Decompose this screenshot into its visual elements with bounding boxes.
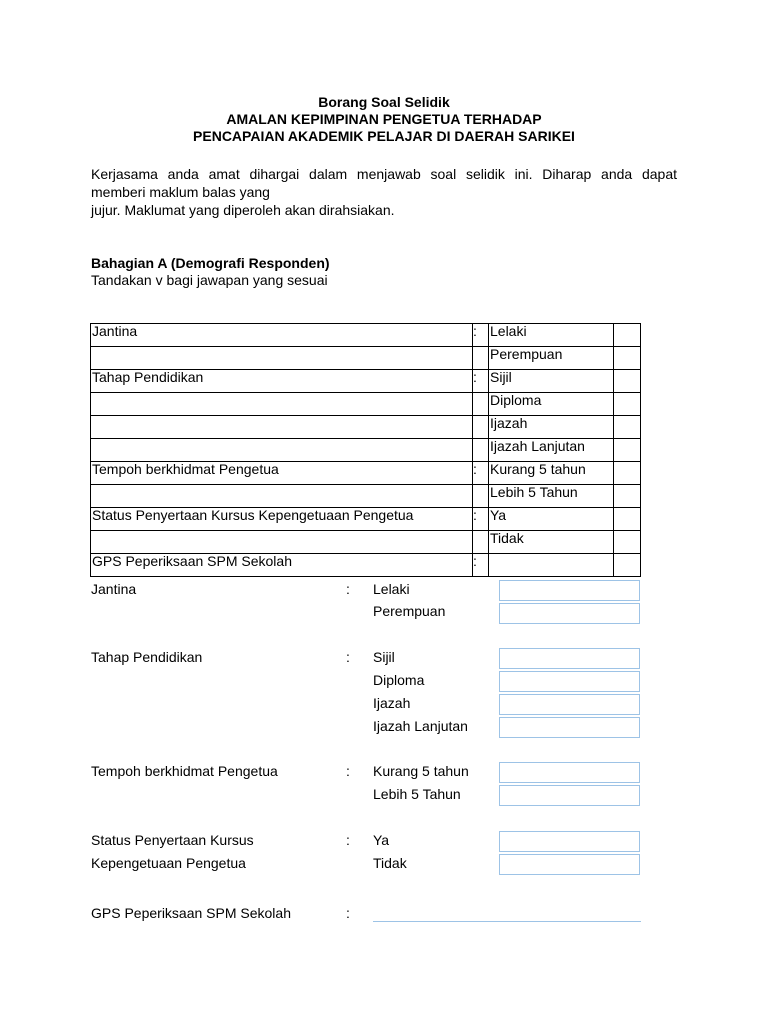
row-option: Lelaki — [489, 324, 614, 347]
tick-cell[interactable] — [614, 393, 641, 416]
checkbox-perempuan[interactable] — [499, 603, 640, 624]
tick-cell[interactable] — [614, 485, 641, 508]
table-row — [91, 554, 641, 577]
intro-text-line1: Kerjasama anda amat dihargai dalam menjawab soal selidik ini. Diharap anda dapat — [91, 166, 677, 182]
tick-cell[interactable] — [614, 370, 641, 393]
row-label: Status Penyertaan Kursus Kepengetuaan Pengetua — [91, 508, 473, 531]
row-colon — [473, 416, 489, 439]
form-subtitle-line1: AMALAN KEPIMPINAN PENGETUA TERHADAP — [226, 111, 542, 127]
row-option — [489, 554, 614, 577]
row-colon — [473, 347, 489, 370]
table-row — [91, 508, 641, 531]
checkbox-ijazah[interactable] — [499, 694, 640, 715]
table-row — [91, 370, 641, 393]
option-ijazah-lanjutan: Ijazah Lanjutan — [373, 718, 468, 734]
row-colon: : — [473, 508, 489, 531]
table-row — [91, 439, 641, 462]
table-row — [91, 485, 641, 508]
colon: : — [346, 649, 350, 665]
option-ya: Ya — [373, 832, 390, 848]
status-kursus-label-line1: Status Penyertaan Kursus — [91, 832, 254, 848]
row-option: Sijil — [489, 370, 614, 393]
row-label: GPS Peperiksaan SPM Sekolah — [91, 554, 473, 577]
tempoh-label: Tempoh berkhidmat Pengetua — [91, 763, 278, 779]
row-label — [91, 485, 473, 508]
checkbox-ijazah-lanjutan[interactable] — [499, 717, 640, 738]
row-label: Tahap Pendidikan — [91, 370, 473, 393]
checkbox-lelaki[interactable] — [499, 580, 640, 601]
row-label — [91, 531, 473, 554]
checkbox-kurang-5-tahun[interactable] — [499, 762, 640, 783]
row-option: Ya — [489, 508, 614, 531]
row-label — [91, 347, 473, 370]
option-lebih-5-tahun: Lebih 5 Tahun — [373, 786, 461, 802]
colon: : — [346, 581, 350, 597]
row-option: Kurang 5 tahun — [489, 462, 614, 485]
option-perempuan: Perempuan — [373, 603, 446, 619]
option-lelaki: Lelaki — [373, 581, 410, 597]
tick-cell[interactable] — [614, 554, 641, 577]
row-option: Ijazah — [489, 416, 614, 439]
row-option: Lebih 5 Tahun — [489, 485, 614, 508]
jantina-label: Jantina — [91, 581, 137, 597]
checkbox-tidak[interactable] — [499, 854, 640, 875]
table-row — [91, 462, 641, 485]
row-colon — [473, 393, 489, 416]
gps-label: GPS Peperiksaan SPM Sekolah — [91, 905, 291, 921]
checkbox-sijil[interactable] — [499, 648, 640, 669]
gps-input-line[interactable] — [373, 921, 641, 922]
row-label: Jantina — [91, 324, 473, 347]
row-label: Tempoh berkhidmat Pengetua — [91, 462, 473, 485]
row-option: Perempuan — [489, 347, 614, 370]
tick-cell[interactable] — [614, 416, 641, 439]
intro-text-line3: jujur. Maklumat yang diperoleh akan dirahsiakan. — [91, 202, 395, 218]
option-sijil: Sijil — [373, 649, 395, 665]
row-option: Tidak — [489, 531, 614, 554]
checkbox-ya[interactable] — [499, 831, 640, 852]
tick-cell[interactable] — [614, 324, 641, 347]
row-colon — [473, 531, 489, 554]
row-label — [91, 393, 473, 416]
tick-cell[interactable] — [614, 439, 641, 462]
checkbox-diploma[interactable] — [499, 671, 640, 692]
table-row — [91, 324, 641, 347]
table-row — [91, 347, 641, 370]
row-option: Ijazah Lanjutan — [489, 439, 614, 462]
row-option: Diploma — [489, 393, 614, 416]
row-colon — [473, 485, 489, 508]
colon: : — [346, 905, 350, 921]
row-label — [91, 439, 473, 462]
form-subtitle-line2: PENCAPAIAN AKADEMIK PELAJAR DI DAERAH SARIKEI — [193, 128, 575, 144]
tick-cell[interactable] — [614, 462, 641, 485]
tick-cell[interactable] — [614, 531, 641, 554]
table-row — [91, 531, 641, 554]
option-ijazah: Ijazah — [373, 695, 411, 711]
table-row — [91, 416, 641, 439]
form-title: Borang Soal Selidik — [318, 94, 450, 110]
row-colon: : — [473, 462, 489, 485]
table-row — [91, 393, 641, 416]
tick-cell[interactable] — [614, 347, 641, 370]
option-tidak: Tidak — [373, 855, 407, 871]
section-a-title: Bahagian A (Demografi Responden) — [91, 255, 330, 271]
colon: : — [346, 763, 350, 779]
row-colon: : — [473, 324, 489, 347]
intro-text-line2: memberi maklum balas yang — [91, 184, 270, 200]
row-colon — [473, 439, 489, 462]
section-a-instruction: Tandakan v bagi jawapan yang sesuai — [91, 272, 328, 288]
demographic-table — [90, 323, 641, 577]
tick-cell[interactable] — [614, 508, 641, 531]
colon: : — [346, 832, 350, 848]
option-diploma: Diploma — [373, 672, 425, 688]
row-label — [91, 416, 473, 439]
checkbox-lebih-5-tahun[interactable] — [499, 785, 640, 806]
tahap-pendidikan-label: Tahap Pendidikan — [91, 649, 203, 665]
status-kursus-label-line2: Kepengetuaan Pengetua — [91, 855, 246, 871]
option-kurang-5-tahun: Kurang 5 tahun — [373, 763, 469, 779]
row-colon: : — [473, 554, 489, 577]
row-colon: : — [473, 370, 489, 393]
